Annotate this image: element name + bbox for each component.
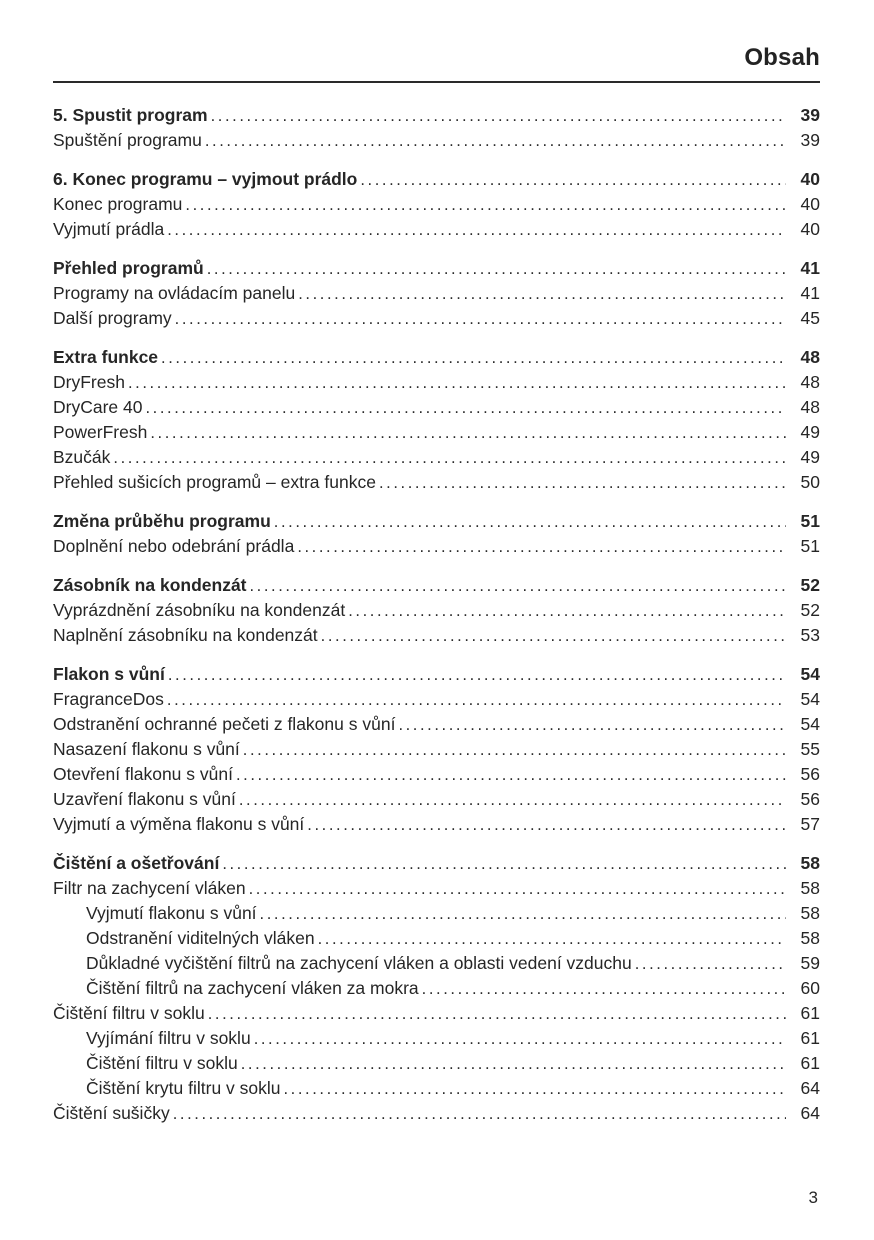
toc-row	[53, 509, 820, 534]
toc-entry-label: DryFresh	[53, 371, 125, 392]
toc-page-number: 51	[800, 510, 820, 531]
toc-page-number: 53	[800, 624, 820, 645]
toc-entry-label: PowerFresh	[53, 421, 148, 442]
toc-row	[53, 1001, 820, 1026]
toc	[53, 103, 820, 1126]
dot-leader	[318, 623, 786, 649]
dot-leader	[304, 812, 786, 838]
footer-page-number: 3	[808, 1188, 818, 1207]
toc-row	[53, 737, 820, 762]
toc-row	[53, 1051, 820, 1076]
toc-entry-label: Čištění filtrů na zachycení vláken za mokra	[86, 977, 419, 998]
toc-row	[53, 951, 820, 976]
toc-entry-label: FragranceDos	[53, 688, 164, 709]
toc-group	[53, 256, 820, 331]
toc-entry-label: 5. Spustit program	[53, 104, 208, 125]
toc-page-number: 40	[800, 193, 820, 214]
toc-page-number: 55	[800, 738, 820, 759]
toc-entry-label: Čištění a ošetřování	[53, 852, 220, 873]
dot-leader	[172, 306, 786, 332]
toc-page-number: 57	[800, 813, 820, 834]
toc-page-number: 52	[800, 599, 820, 620]
toc-entry-label: Nasazení flakonu s vůní	[53, 738, 240, 759]
dot-leader	[294, 534, 786, 560]
toc-row	[53, 598, 820, 623]
toc-row	[53, 687, 820, 712]
toc-entry-label: Doplnění nebo odebrání prádla	[53, 535, 295, 556]
toc-entry-label: Otevření flakonu s vůní	[53, 763, 233, 784]
dot-leader	[376, 470, 786, 496]
toc-entry-label: Čištění krytu filtru v soklu	[86, 1077, 281, 1098]
toc-group	[53, 103, 820, 153]
toc-page-number: 48	[800, 396, 820, 417]
toc-row	[53, 128, 820, 153]
toc-entry-label: Zásobník na kondenzát	[53, 574, 247, 595]
toc-row	[53, 217, 820, 242]
toc-row	[53, 901, 820, 926]
dot-leader	[205, 1001, 786, 1027]
toc-page-number: 60	[800, 977, 820, 998]
toc-entry-label: Naplnění zásobníku na kondenzát	[53, 624, 318, 645]
toc-page-number: 41	[800, 282, 820, 303]
toc-row	[53, 812, 820, 837]
toc-page-number: 51	[800, 535, 820, 556]
toc-row	[53, 470, 820, 495]
toc-page-number: 50	[800, 471, 820, 492]
toc-row	[53, 445, 820, 470]
toc-entry-label: 6. Konec programu – vyjmout prádlo	[53, 168, 358, 189]
toc-entry-label: Odstranění ochranné pečeti z flakonu s vůní	[53, 713, 396, 734]
toc-entry-label: Programy na ovládacím panelu	[53, 282, 296, 303]
toc-row	[53, 876, 820, 901]
toc-entry-label: Změna průběhu programu	[53, 510, 271, 531]
toc-page-number: 64	[800, 1102, 820, 1123]
toc-entry-label: Vyjímání filtru v soklu	[86, 1027, 251, 1048]
dot-leader	[246, 876, 786, 902]
toc-page-number: 61	[800, 1052, 820, 1073]
dot-leader	[271, 509, 786, 535]
toc-page-number: 54	[800, 688, 820, 709]
toc-row	[53, 395, 820, 420]
dot-leader	[233, 762, 786, 788]
toc-entry-label: Čištění filtru v soklu	[53, 1002, 205, 1023]
toc-row	[53, 573, 820, 598]
toc-entry-label: Důkladné vyčištění filtrů na zachycení vláken a oblasti vedení vzduchu	[86, 952, 632, 973]
toc-entry-label: Konec programu	[53, 193, 183, 214]
toc-entry-label: Uzavření flakonu s vůní	[53, 788, 236, 809]
toc-page-number: 61	[800, 1002, 820, 1023]
toc-page-number: 54	[800, 663, 820, 684]
toc-entry-label: Vyjmutí flakonu s vůní	[86, 902, 257, 923]
toc-page-number: 45	[800, 307, 820, 328]
toc-page-number: 41	[800, 257, 820, 278]
toc-row	[53, 1026, 820, 1051]
page-title: Obsah	[744, 44, 820, 71]
toc-page-number: 48	[800, 371, 820, 392]
dot-leader	[251, 1026, 786, 1052]
toc-row	[53, 1076, 820, 1101]
dot-leader	[170, 1101, 786, 1127]
toc-group	[53, 573, 820, 648]
dot-leader	[240, 737, 786, 763]
toc-page-number: 48	[800, 346, 820, 367]
toc-page-number: 56	[800, 788, 820, 809]
toc-row	[53, 420, 820, 445]
dot-leader	[204, 256, 786, 282]
toc-row	[53, 192, 820, 217]
toc-group	[53, 662, 820, 837]
dot-leader	[357, 167, 786, 193]
toc-entry-label: Bzučák	[53, 446, 111, 467]
toc-page-number: 58	[800, 877, 820, 898]
toc-page-number: 54	[800, 713, 820, 734]
toc-row	[53, 762, 820, 787]
toc-page-number: 59	[800, 952, 820, 973]
dot-leader	[236, 787, 786, 813]
dot-leader	[395, 712, 786, 738]
dot-leader	[164, 687, 786, 713]
toc-page-number: 49	[800, 446, 820, 467]
dot-leader	[257, 901, 786, 927]
toc-entry-label: Čištění filtru v soklu	[86, 1052, 238, 1073]
toc-entry-label: Odstranění viditelných vláken	[86, 927, 315, 948]
toc-page-number: 39	[800, 129, 820, 150]
toc-group	[53, 345, 820, 495]
page-header	[53, 0, 820, 83]
toc-row	[53, 370, 820, 395]
toc-row	[53, 787, 820, 812]
toc-row	[53, 976, 820, 1001]
toc-row	[53, 534, 820, 559]
toc-page-number: 52	[800, 574, 820, 595]
toc-group	[53, 851, 820, 1126]
toc-entry-label: Další programy	[53, 307, 172, 328]
toc-row	[53, 712, 820, 737]
toc-row	[53, 281, 820, 306]
dot-leader	[295, 281, 786, 307]
toc-entry-label: Vyjmutí a výměna flakonu s vůní	[53, 813, 305, 834]
toc-group	[53, 167, 820, 242]
dot-leader	[182, 192, 786, 218]
toc-page-number: 64	[800, 1077, 820, 1098]
dot-leader	[281, 1076, 787, 1102]
toc-page-number: 39	[800, 104, 820, 125]
toc-entry-label: Filtr na zachycení vláken	[53, 877, 246, 898]
dot-leader	[315, 926, 786, 952]
dot-leader	[345, 598, 786, 624]
toc-row	[53, 851, 820, 876]
toc-row	[53, 345, 820, 370]
toc-page-number: 61	[800, 1027, 820, 1048]
toc-row	[53, 306, 820, 331]
dot-leader	[632, 951, 786, 977]
toc-row	[53, 167, 820, 192]
toc-entry-label: Flakon s vůní	[53, 663, 165, 684]
dot-leader	[202, 128, 786, 154]
dot-leader	[142, 395, 786, 421]
toc-row	[53, 1101, 820, 1126]
toc-entry-label: Přehled programů	[53, 257, 204, 278]
dot-leader	[165, 662, 786, 688]
dot-leader	[125, 370, 786, 396]
toc-entry-label: Vyjmutí prádla	[53, 218, 165, 239]
toc-entry-label: Čištění sušičky	[53, 1102, 170, 1123]
toc-entry-label: Přehled sušicích programů – extra funkce	[53, 471, 376, 492]
toc-page-number: 40	[800, 218, 820, 239]
toc-group	[53, 509, 820, 559]
dot-leader	[164, 217, 786, 243]
toc-page-number: 56	[800, 763, 820, 784]
dot-leader	[238, 1051, 786, 1077]
toc-entry-label: DryCare 40	[53, 396, 143, 417]
toc-row	[53, 662, 820, 687]
toc-entry-label: Vyprázdnění zásobníku na kondenzát	[53, 599, 346, 620]
toc-entry-label: Extra funkce	[53, 346, 159, 367]
toc-row	[53, 103, 820, 128]
toc-page-number: 58	[800, 902, 820, 923]
toc-row	[53, 256, 820, 281]
dot-leader	[419, 976, 786, 1002]
dot-leader	[158, 345, 786, 371]
toc-row	[53, 623, 820, 648]
dot-leader	[219, 851, 786, 877]
toc-page-number: 49	[800, 421, 820, 442]
header-rule	[53, 81, 820, 83]
toc-row	[53, 926, 820, 951]
dot-leader	[147, 420, 786, 446]
toc-page-number: 58	[800, 927, 820, 948]
toc-page-number: 40	[800, 168, 820, 189]
dot-leader	[110, 445, 786, 471]
dot-leader	[247, 573, 787, 599]
dot-leader	[208, 103, 786, 129]
toc-entry-label: Spuštění programu	[53, 129, 202, 150]
toc-page-number: 58	[800, 852, 820, 873]
